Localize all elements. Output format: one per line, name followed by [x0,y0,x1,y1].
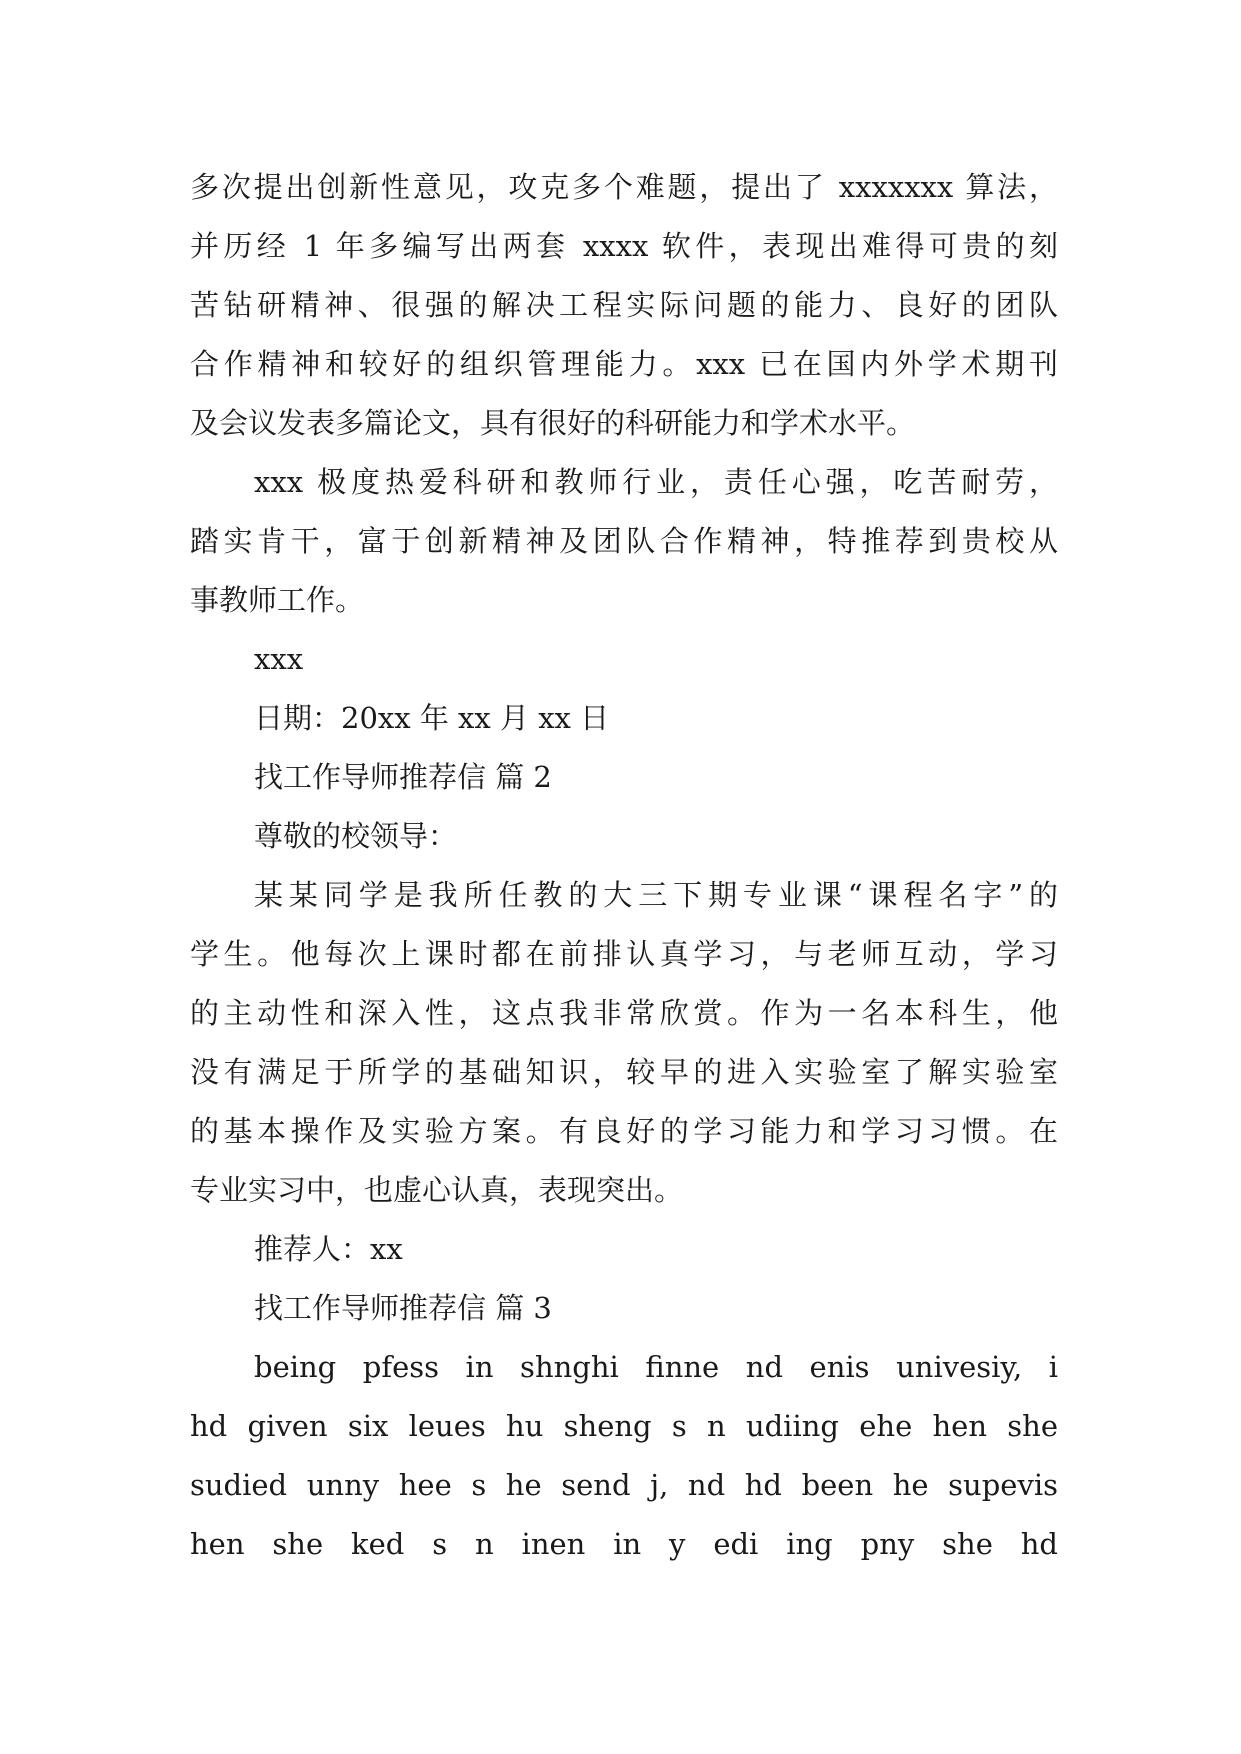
text-line: 踏实肯干，富于创新精神及团队合作精神，特推荐到贵校从 [190,524,1058,558]
text-line: hd given six leues hu sheng s n udiing ehe hen she [190,1409,1058,1443]
text-line: xxx 极度热爱科研和教师行业，责任心强，吃苦耐劳， [254,465,1058,499]
text-line: 学生。他每次上课时都在前排认真学习，与老师互动，学习 [190,937,1058,971]
paragraph-student [190,866,1058,1220]
recommender-line: 推荐人：xx [254,1232,403,1266]
salutation: 尊敬的校领导： [254,819,458,853]
text-line: 苦钻研精神、很强的解决工程实际问题的能力、良好的团队 [190,288,1058,322]
text-line: 多次提出创新性意见，攻克多个难题，提出了 xxxxxxx 算法， [190,170,1058,204]
recommender-block [190,1220,1058,1338]
text-line: 事教师工作。 [190,583,365,617]
section-heading-2: 找工作导师推荐信 篇 2 [254,760,552,794]
text-line: 并历经 1 年多编写出两套 xxxx 软件，表现出难得可贵的刻 [190,229,1058,263]
text-line: hen she ked s n inen in y edi ing pny she hd [190,1527,1058,1561]
text-line: 没有满足于所学的基础知识，较早的进入实验室了解实验室 [190,1055,1058,1089]
signature: xxx [254,642,304,676]
text-line: 的主动性和深入性，这点我非常欣赏。作为一名本科生，他 [190,996,1058,1030]
text-line: sudied unny hee s he send j, nd hd been he supevis [190,1468,1058,1502]
paragraph-english [190,1338,1058,1574]
paragraph-continuation [190,158,1058,453]
signature-block [190,630,1058,866]
text-line: 专业实习中，也虚心认真，表现突出。 [190,1173,684,1207]
text-line: being pfess in shnghi finne nd enis univesiy, i [254,1350,1058,1384]
text-line: 合作精神和较好的组织管理能力。xxx 已在国内外学术期刊 [190,347,1058,381]
text-line: 某某同学是我所任教的大三下期专业课“课程名字”的 [254,878,1058,912]
paragraph-recommendation [190,453,1058,630]
text-line: 的基本操作及实验方案。有良好的学习能力和学习习惯。在 [190,1114,1058,1148]
text-line: 及会议发表多篇论文，具有很好的科研能力和学术水平。 [190,406,916,440]
date-line: 日期：20xx 年 xx 月 xx 日 [254,701,610,735]
section-heading-3: 找工作导师推荐信 篇 3 [254,1291,552,1325]
